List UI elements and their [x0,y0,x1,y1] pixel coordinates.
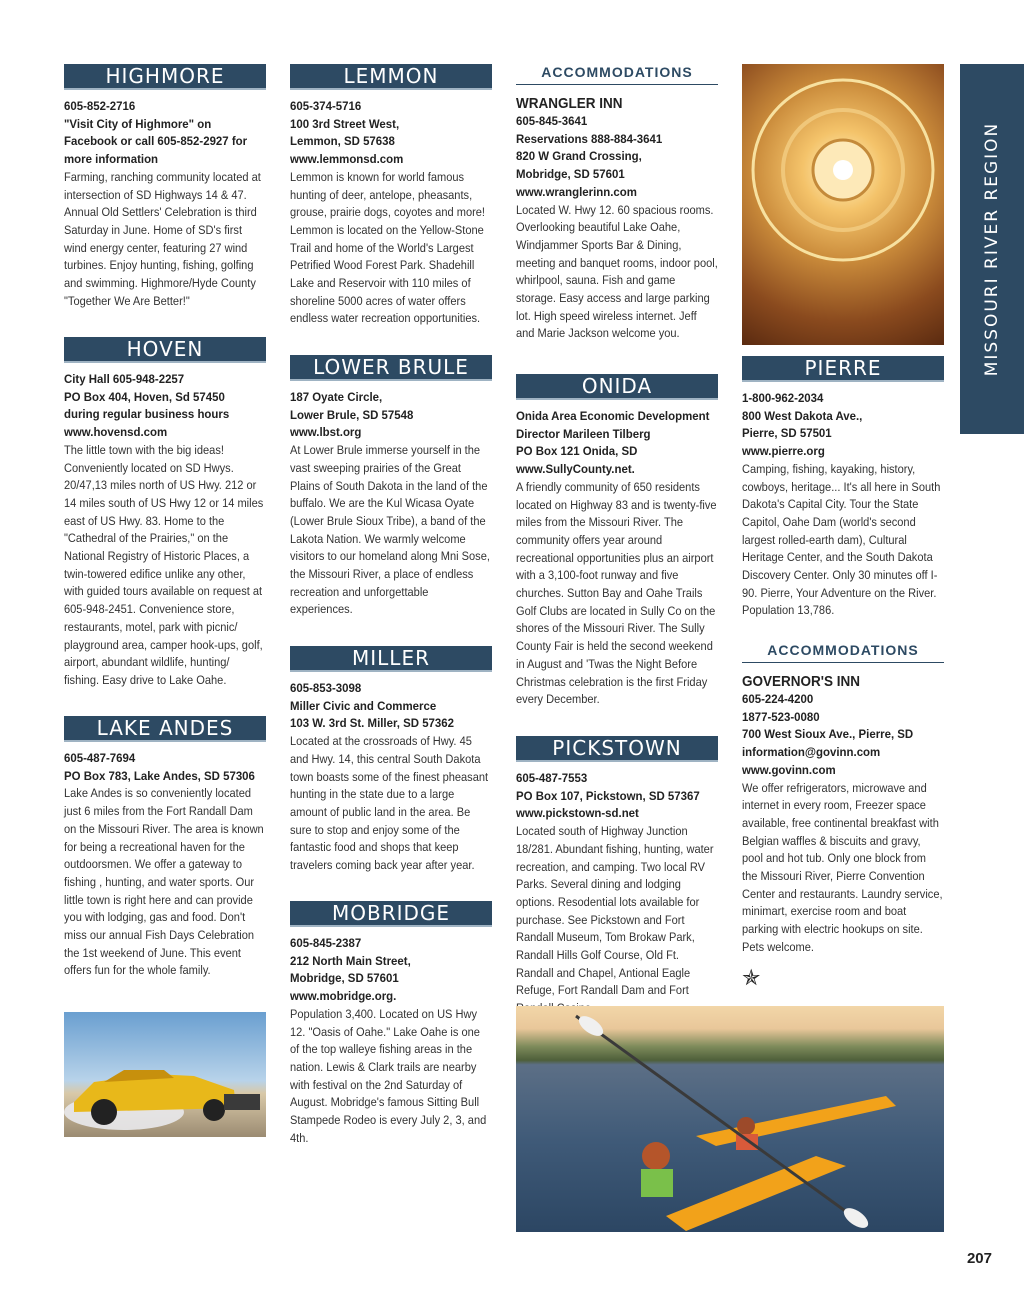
pierre-header: PIERRE [742,356,944,382]
accommodations-heading: ACCOMMODATIONS [516,64,718,85]
governors-inn-description: We offer refrigerators, microwave and internet in every room, Freezer space available, free continental breakfast with Belgian waffles & biscuits and gravy, pool and hot tub. Only one block from the Missouri River, Pierre Convention Center and restaurants. Laundry service, minimart, exercise room and boat parking with electric hookups on site. Pets welcome. [742,780,943,954]
lake-andes-description: Lake Andes is so conveniently located just 6 miles from the Fort Randall Dam on the Missouri River. The area is known for being a recreational haven for the outdoorsmen. We offer a gateway to fishing , hunting, and water sports. Our little town is right here and can provide you with lodging, gas and food. Don't miss our annual Fish Days Celebration the 1st weekend of June. This event offers fun for the whole family. [64,786,264,978]
wrangler-inn-description: Located W. Hwy 12. 60 spacious rooms. Overlooking beautiful Lake Oahe, Windjammer Sports Bar & Dining, meeting and banquet rooms, indoor pool, whirlpool, sauna. Fish and game storage. Easy access and large parking lot. High speed wireless internet. Jeff and Marie Jackson welcome you. [516,202,718,341]
wrangler-inn-reservations: Reservations 888-884-3641 [516,131,663,146]
lake-andes-phone: 605-487-7694 [64,751,136,765]
lemmon-street: 100 3rd Street West, [290,116,400,131]
drag-car-illustration [64,1012,266,1137]
highmore-header: HIGHMORE [64,64,266,90]
capitol-dome-photo [742,64,944,345]
lake-andes-section [64,716,266,980]
mobridge-phone: 605-845-2387 [290,936,362,950]
lower-brule-section [290,355,492,619]
pierre-description: Camping, fishing, kayaking, history, cowboys, heritage... It's all here in South Dakota's Capital City. Tour the State Capitol, Oahe Dam (world's second largest rolled-earth dam), Cultural Heritage Center, and the South Dakota Discovery Center. Only 30 minutes off I-90. Pierre, Your Adventure on the River. Population 13,786. [742,461,941,618]
hoven-website[interactable]: www.hovensd.com [64,425,168,440]
onida-section [516,374,718,709]
lake-andes-header: LAKE ANDES [64,716,266,742]
highmore-contact: "Visit City of Highmore" on Facebook or call 605-852-2927 for more information [64,116,248,167]
hoven-section [64,337,266,690]
region-label: MISSOURI RIVER REGION [982,121,1002,377]
governors-inn-name: GOVERNOR'S INN [742,673,860,690]
highmore-phone: 605-852-2716 [64,99,136,113]
governors-inn-website[interactable]: www.govinn.com [742,762,836,777]
governors-inn-address: 700 West Sioux Ave., Pierre, SD [742,727,914,742]
hoven-description: The little town with the big ideas! Conveniently located on SD Hwys. 20/47,13 miles north of US Hwy. 212 or 14 miles south of US Hwy 12 or 14 miles east of US Hwy. 83. Home to the "Cathedral of the Prairies," on the National Registry of Historic Places, a twin-towered edifice unlike any other, with guided tours available on request at 605-948-2451. Convenience store, restaurants, motel, park with picnic/ playground area, camper hook-ups, golf, airport, abundant wildlife, hunting/ fishing. Easy drive to Lake Oahe. [64,442,264,687]
miller-description: Located at the crossroads of Hwy. 45 and Hwy. 14, this central South Dakota town boasts some of the finest pheasant hunting in the state due to a large amount of public land in the area. Be sure to stop and enjoy some of the fantastic food and shops that keep travelers coming back year after year. [290,734,489,873]
pickstown-website[interactable]: www.pickstown-sd.net [516,806,639,821]
lemmon-description: Lemmon is known for world famous hunting of deer, antelope, pheasants, grouse, prairie dogs, coyotes and more! Lemmon is located on the Yellow-Stone Trail and home of the World's Largest Petrified Wood Forest Park. Shadehill Lake and Reservoir with 110 miles of shoreline 5000 acres of water offers endless water recreation opportunities. [290,169,486,326]
mobridge-website[interactable]: www.mobridge.org. [290,989,397,1004]
kayakers-illustration [516,1006,944,1232]
lower-brule-city: Lower Brule, SD 57548 [290,407,414,422]
lemmon-header: LEMMON [290,64,492,90]
pickstown-header: PICKSTOWN [516,736,718,762]
governors-inn-email[interactable]: information@govinn.com [742,745,881,760]
wrangler-inn-name: WRANGLER INN [516,95,623,112]
pickstown-address: PO Box 107, Pickstown, SD 57367 [516,788,700,803]
hoven-hours: during regular business hours [64,407,230,422]
miller-org: Miller Civic and Commerce [290,698,437,713]
miller-address: 103 W. 3rd St. Miller, SD 57362 [290,716,454,731]
onida-address: PO Box 121 Onida, SD [516,444,638,459]
lemmon-phone: 605-374-5716 [290,99,362,113]
miller-phone: 605-853-3098 [290,681,362,695]
drag-racing-photo [64,1012,266,1137]
hoven-address: PO Box 404, Hoven, Sd 57450 [64,389,225,404]
pierre-city: Pierre, SD 57501 [742,426,832,441]
dome-illustration [742,64,944,345]
column-1 [64,64,266,310]
lemmon-website[interactable]: www.lemmonsd.com [290,152,404,167]
mobridge-description: Population 3,400. Located on US Hwy 12. "Oasis of Oahe." Lake Oahe is one of the top walleye fishing areas in the nation. Lewis & Clark trails are nearby with festival on the 2nd Saturday of August. Mobridge's famous Sitting Bull Stampede Rodeo is every July 2, 3, and 4th. [290,1006,487,1145]
wrangler-inn-website[interactable]: www.wranglerinn.com [516,184,637,199]
pierre-section [742,356,944,620]
wrangler-inn-section [516,64,718,343]
lake-andes-address: PO Box 783, Lake Andes, SD 57306 [64,768,255,783]
star-icon: ✯ [742,964,761,990]
wrangler-inn-city: Mobridge, SD 57601 [516,167,625,182]
miller-section [290,646,492,875]
lower-brule-website[interactable]: www.lbst.org [290,425,362,440]
page-number: 207 [966,1250,992,1267]
governors-inn-phone: 605-224-4200 [742,692,814,706]
pierre-website[interactable]: www.pierre.org [742,444,825,459]
miller-header: MILLER [290,646,492,672]
hoven-city-hall: City Hall 605-948-2257 [64,372,185,386]
hoven-header: HOVEN [64,337,266,363]
mobridge-header: MOBRIDGE [290,901,492,927]
lower-brule-header: LOWER BRULE [290,355,492,381]
pickstown-description: Located south of Highway Junction 18/281. Abundant fishing, hunting, water recreation, and camping. Two local RV Parks. Several dining and lodging options. Resodential lots available for purchase. See Pickstown and Fort Randall Museum, Tom Brokaw Park, Randall Hills Golf Course, Old Ft. Randall and Chapel, Antional Eagle Refuge, Fort Randall Dam and Fort [516,824,714,998]
lower-brule-street: 187 Oyate Circle, [290,390,383,404]
lemmon-section [290,64,492,328]
kayak-photo [516,1006,944,1232]
onida-description: A friendly community of 650 residents located on Highway 83 and is twenty-five miles from the Missouri River. The community offers year around recreational opportunities plus an airport with a 3,100-foot runway and five churches. Sutton Bay and Oahe Trails Golf Clubs are located in Sully Co on the shores of the Missouri River. The Sully County Fair is held the second weekend in August and 'Twas the Night Before Christmas celebration is the first Friday every December. [516,479,717,707]
pierre-phone: 1-800-962-2034 [742,391,824,405]
onida-director: Director Marileen Tilberg [516,426,651,441]
lower-brule-description: At Lower Brule immerse yourself in the vast sweeping prairies of the Great Plains of South Dakota in the land of the buffalo. We are the Kul Wicasa Oyate (Lower Brule Sioux Tribe), a band of the Lakota Nation. We warmly welcome visitors to our homeland along Mni Sose, the Missouri River, a place of endless recreation and unforgettable experiences. [290,443,490,617]
governors-inn-phone-2: 1877-523-0080 [742,709,820,724]
wrangler-inn-street: 820 W Grand Crossing, [516,149,642,164]
wrangler-inn-phone: 605-845-3641 [516,114,588,128]
onida-header: ONIDA [516,374,718,400]
governors-inn-section [742,642,944,991]
pickstown-section [516,736,718,1018]
region-sidebar [960,64,1024,434]
mobridge-street: 212 North Main Street, [290,953,411,968]
pierre-street: 800 West Dakota Ave., [742,408,863,423]
lemmon-city: Lemmon, SD 57638 [290,134,395,149]
onida-org: Onida Area Economic Development [516,409,710,423]
mobridge-city: Mobridge, SD 57601 [290,971,399,986]
onida-website[interactable]: www.SullyCounty.net. [516,462,635,477]
pickstown-phone: 605-487-7553 [516,771,588,785]
highmore-description: Farming, ranching community located at intersection of SD Highways 14 & 47. Annual Old Settlers' Celebration is third Saturday in June. Home of SD's first wind energy center, featuring 27 wind turbines. Enjoy hunting, fishing, golfing and swimming. Highmore/Hyde County "Together We Are Better!" [64,169,261,308]
mobridge-section [290,901,492,1147]
accommodations-heading-2: ACCOMMODATIONS [742,642,944,663]
